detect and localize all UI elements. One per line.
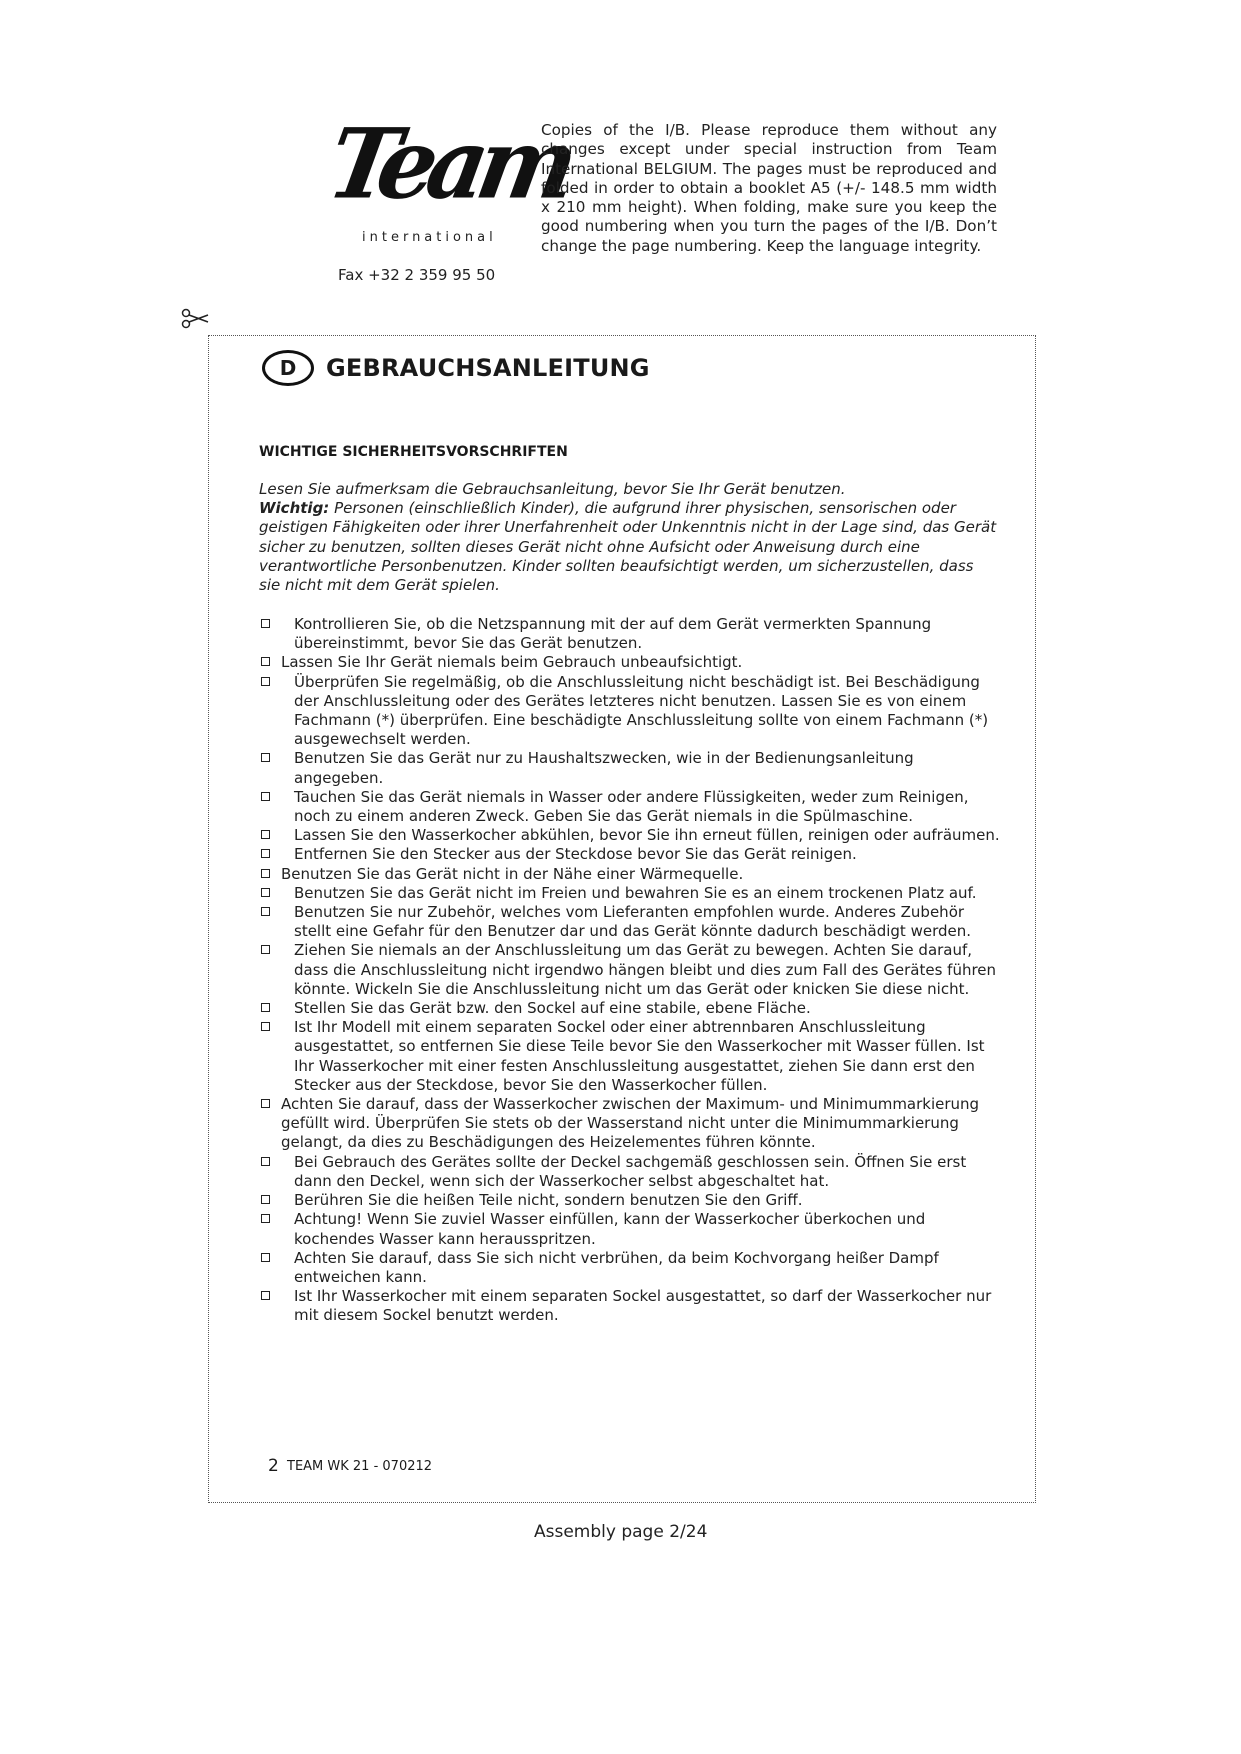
list-item	[259, 1210, 1004, 1248]
checkbox-bullet-icon	[261, 619, 270, 628]
rule-text: Ziehen Sie niemals an der Anschlussleitung um das Gerät zu bewegen. Achten Sie darauf, dass die Anschlussleitung nicht irgendwo hängen bleibt und dies zum Fall des Gerätes führen könnte. Wickeln Sie die Anschlussleitung nicht um das Gerät oder knicken Sie diese nicht.	[294, 941, 997, 998]
checkbox-bullet-icon	[261, 830, 270, 839]
list-item	[259, 653, 1004, 672]
checkbox-bullet-icon	[261, 677, 270, 686]
rule-text: Bei Gebrauch des Gerätes sollte der Deckel sachgemäß geschlossen sein. Öffnen Sie erst dann den Deckel, wenn sich der Wasserkocher selbst abgeschaltet hat.	[294, 1152, 967, 1190]
intro-line: Lesen Sie aufmerksam die Gebrauchsanleitung, bevor Sie Ihr Gerät benutzen.	[259, 480, 846, 498]
team-international-logo	[320, 107, 578, 258]
language-badge: D	[262, 350, 314, 386]
list-item	[259, 1287, 1004, 1325]
checkbox-bullet-icon	[261, 657, 270, 666]
rule-text: Entfernen Sie den Stecker aus der Steckdose bevor Sie das Gerät reinigen.	[294, 845, 857, 864]
list-item	[259, 845, 1004, 864]
list-item	[259, 1249, 1004, 1287]
safety-rules-list	[259, 615, 1004, 1326]
checkbox-bullet-icon	[261, 1291, 270, 1300]
section-title: WICHTIGE SICHERHEITSVORSCHRIFTEN	[259, 444, 568, 460]
rule-text: Benutzen Sie nur Zubehör, welches vom Lieferanten empfohlen wurde. Anderes Zubehör stellt eine Gefahr für den Benutzer dar und das Gerät könnte dadurch beschädigt werden.	[294, 903, 971, 941]
list-item	[259, 865, 1004, 884]
checkbox-bullet-icon	[261, 1022, 270, 1031]
intro-paragraph	[259, 480, 999, 595]
list-item	[259, 749, 1004, 787]
footer-model-code: TEAM WK 21 - 070212	[287, 1459, 433, 1474]
logo-subtitle: international	[362, 230, 497, 245]
reproduction-notice: Copies of the I/B. Please reproduce them without any changes except under special instruction from Team International BELGIUM. The pages must be reproduced and folded in order to obtain a booklet A5 (+/- 148.5 mm width x 210 mm height). When folding, make sure you keep the good numbering when you turn the pages of the I/B. Don’t change the page numbering. Keep the language integrity.	[541, 121, 997, 255]
list-item	[259, 788, 1004, 826]
rule-text: Achtung! Wenn Sie zuviel Wasser einfüllen, kann der Wasserkocher überkochen und kochendes Wasser kann herausspritzen.	[294, 1210, 926, 1248]
rule-text: Ist Ihr Modell mit einem separaten Sockel oder einer abtrennbaren Anschlussleitung ausgestattet, so entfernen Sie diese Teile bevor Sie den Wasserkocher mit Wasser füllen. Ist Ihr Wasserkocher mit einer festen Anschlussleitung ausgestattet, ziehen Sie dann erst den Stecker aus der Steckdose, bevor Sie den Wasserkocher füllen.	[294, 1018, 985, 1094]
checkbox-bullet-icon	[261, 1099, 270, 1108]
scissors-icon	[180, 306, 210, 332]
rule-text: Benutzen Sie das Gerät nicht im Freien und bewahren Sie es an einem trockenen Platz auf.	[294, 883, 977, 902]
intro-label: Wichtig:	[259, 499, 330, 518]
checkbox-bullet-icon	[261, 945, 270, 954]
checkbox-bullet-icon	[261, 907, 270, 916]
footer-page-number: 2	[268, 1456, 279, 1476]
document-heading	[262, 350, 650, 386]
list-item	[259, 615, 1004, 653]
rule-text: Benutzen Sie das Gerät nur zu Haushaltszwecken, wie in der Bedienungsanleitung angegeben.	[294, 749, 914, 787]
rule-text: Ist Ihr Wasserkocher mit einem separaten Sockel ausgestattet, so darf der Wasserkocher nur mit diesem Sockel benutzt werden.	[294, 1287, 992, 1325]
checkbox-bullet-icon	[261, 849, 270, 858]
intro-warning	[259, 499, 999, 595]
document-title: GEBRAUCHSANLEITUNG	[326, 354, 650, 382]
list-item	[259, 673, 1004, 750]
checkbox-bullet-icon	[261, 753, 270, 762]
intro-text: Personen (einschließlich Kinder), die aufgrund ihrer physischen, sensorischen oder geistigen Fähigkeiten oder ihrer Unerfahrenheit oder Unkenntnis nicht in der Lage sind, das Gerät sicher zu benutzen, sollten dieses Gerät nicht ohne Aufsicht oder Anweisung durch eine verantwortliche Personbenutzen. Kinder sollten beaufsichtigt werden, um sicherzustellen, dass sie nicht mit dem Gerät spielen.	[259, 499, 997, 595]
rule-text: Tauchen Sie das Gerät niemals in Wasser oder andere Flüssigkeiten, weder zum Reinigen, noch zu einem anderen Zweck. Geben Sie das Gerät niemals in die Spülmaschine.	[294, 787, 969, 826]
list-item	[259, 941, 1004, 999]
checkbox-bullet-icon	[261, 1157, 270, 1166]
checkbox-bullet-icon	[261, 792, 270, 801]
checkbox-bullet-icon	[261, 1214, 270, 1223]
rule-text: Kontrollieren Sie, ob die Netzspannung mit der auf dem Gerät vermerkten Spannung übereinstimmt, bevor Sie das Gerät benutzen.	[294, 615, 932, 653]
list-item	[259, 903, 1004, 941]
checkbox-bullet-icon	[261, 1253, 270, 1262]
list-item	[259, 1153, 1004, 1191]
list-item	[259, 1018, 1004, 1095]
list-item	[259, 999, 1004, 1018]
assembly-page-label: Assembly page 2/24	[534, 1522, 708, 1542]
rule-text: Berühren Sie die heißen Teile nicht, sondern benutzen Sie den Griff.	[294, 1191, 803, 1210]
rule-text: Achten Sie darauf, dass der Wasserkocher zwischen der Maximum- und Minimummarkierung gefüllt wird. Überprüfen Sie stets ob der Wasserstand nicht unter die Minimummarkierung gelangt, da dies zu Beschädigungen des Heizelementes führen könnte.	[281, 1095, 980, 1152]
rule-text: Lassen Sie Ihr Gerät niemals beim Gebrauch unbeaufsichtigt.	[281, 653, 743, 672]
list-item	[259, 884, 1004, 903]
list-item	[259, 1191, 1004, 1210]
rule-text: Überprüfen Sie regelmäßig, ob die Anschlussleitung nicht beschädigt ist. Bei Beschädigung der Anschlussleitung oder des Gerätes letzteres nicht benutzen. Lassen Sie es von einem Fachmann (*) überprüfen. Eine beschädigte Anschlussleitung sollte von einem Fachmann (*) ausgewechselt werden.	[294, 672, 989, 749]
logo-wordmark: Team	[320, 107, 578, 221]
fax-number: Fax +32 2 359 95 50	[338, 266, 496, 284]
checkbox-bullet-icon	[261, 888, 270, 897]
rule-text: Achten Sie darauf, dass Sie sich nicht verbrühen, da beim Kochvorgang heißer Dampf entweichen kann.	[294, 1248, 939, 1286]
checkbox-bullet-icon	[261, 1003, 270, 1012]
list-item	[259, 1095, 1004, 1153]
checkbox-bullet-icon	[261, 869, 270, 878]
rule-text: Stellen Sie das Gerät bzw. den Sockel auf eine stabile, ebene Fläche.	[294, 999, 811, 1018]
rule-text: Lassen Sie den Wasserkocher abkühlen, bevor Sie ihn erneut füllen, reinigen oder aufräumen.	[294, 826, 1000, 845]
checkbox-bullet-icon	[261, 1195, 270, 1204]
rule-text: Benutzen Sie das Gerät nicht in der Nähe einer Wärmequelle.	[281, 864, 744, 883]
list-item	[259, 826, 1004, 845]
